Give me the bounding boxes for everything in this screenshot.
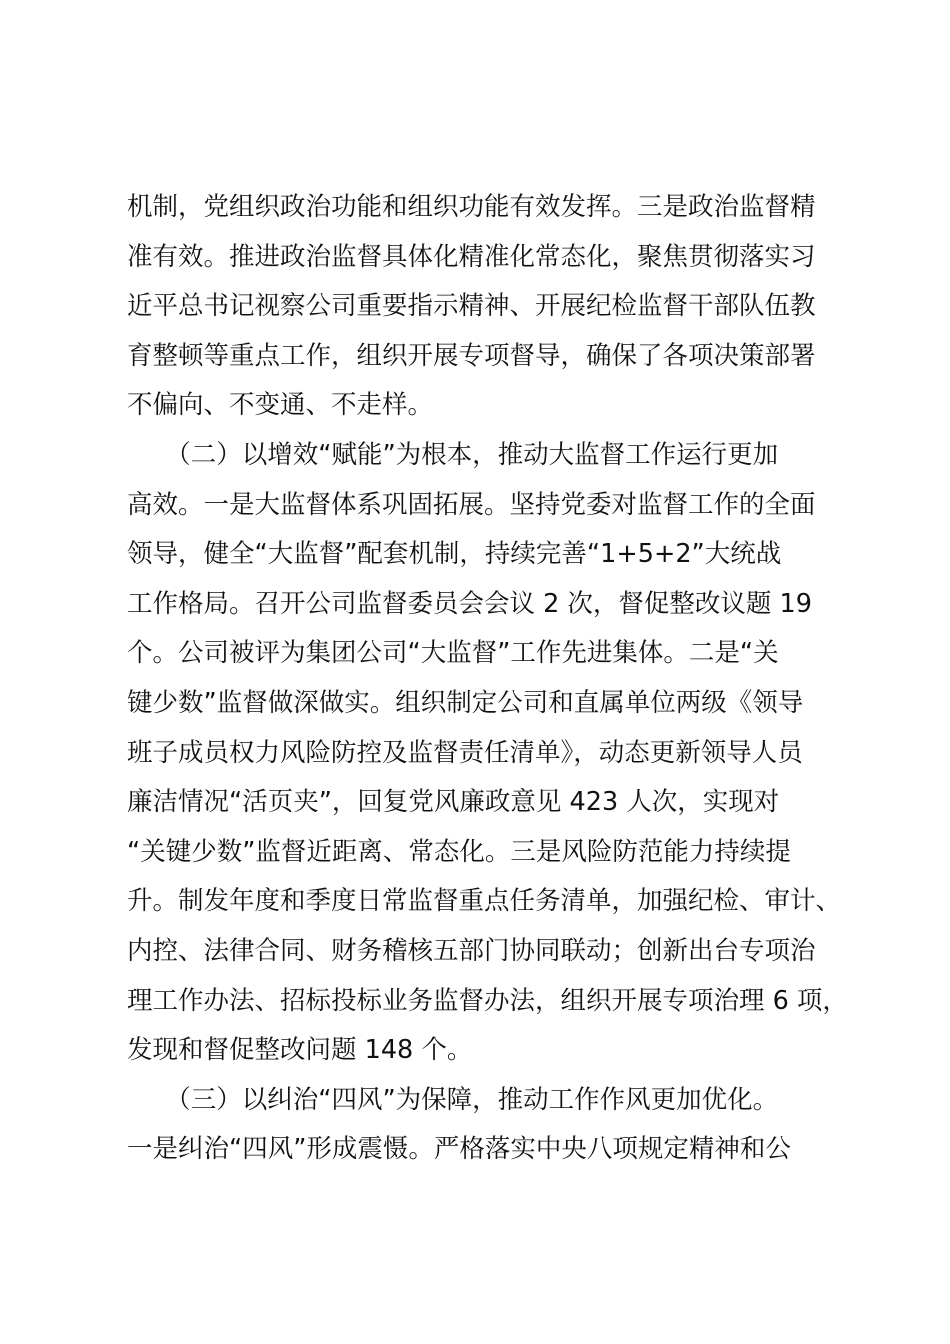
text-line: 育整顿等重点工作，组织开展专项督导，确保了各项决策部署 [127, 340, 816, 371]
text-line: 升。制发年度和季度日常监督重点任务清单，加强纪检、审计、 [127, 886, 842, 917]
text-line: 近平总书记视察公司重要指示精神、开展纪检监督干部队伍教 [127, 291, 816, 322]
text-line: 理工作办法、招标投标业务监督办法，组织开展专项治理 6 项， [127, 985, 848, 1016]
text-line: 准有效。推进政治监督具体化精准化常态化，聚焦贯彻落实习 [127, 241, 816, 272]
text-line: 一是纠治“四风”形成震慑。严格落实中央八项规定精神和公 [127, 1134, 791, 1165]
text-line: 机制，党组织政治功能和组织功能有效发挥。三是政治监督精 [127, 192, 816, 222]
text-line: 内控、法律合同、财务稽核五部门协同联动；创新出台专项治 [127, 935, 816, 966]
section-heading-line: （三）以纠治“四风”为保障，推动工作作风更加优化。 [127, 1084, 779, 1115]
text-line: “关键少数”监督近距离、常态化。三是风险防范能力持续提 [127, 836, 791, 867]
text-line: 高效。一是大监督体系巩固拓展。坚持党委对监督工作的全面 [127, 489, 816, 520]
text-line: 不偏向、不变通、不走样。 [127, 390, 434, 421]
section-heading-line: （二）以增效“赋能”为根本，推动大监督工作运行更加 [127, 439, 779, 470]
text-line: 个。公司被评为集团公司“大监督”工作先进集体。二是“关 [127, 638, 779, 669]
text-line: 廉洁情况“活页夹”，回复党风廉政意见 423 人次，实现对 [127, 787, 780, 818]
text-line: 班子成员权力风险防控及监督责任清单》，动态更新领导人员 [127, 737, 803, 768]
text-line: 工作格局。召开公司监督委员会会议 2 次，督促整改议题 19 [127, 588, 812, 619]
text-line: 键少数”监督做深做实。组织制定公司和直属单位两级《领导 [127, 687, 804, 718]
text-line: 发现和督促整改问题 148 个。 [127, 1035, 473, 1066]
body-text [127, 183, 848, 1175]
text-line: 领导，健全“大监督”配套机制，持续完善“1+5+2”大统战 [127, 539, 782, 570]
